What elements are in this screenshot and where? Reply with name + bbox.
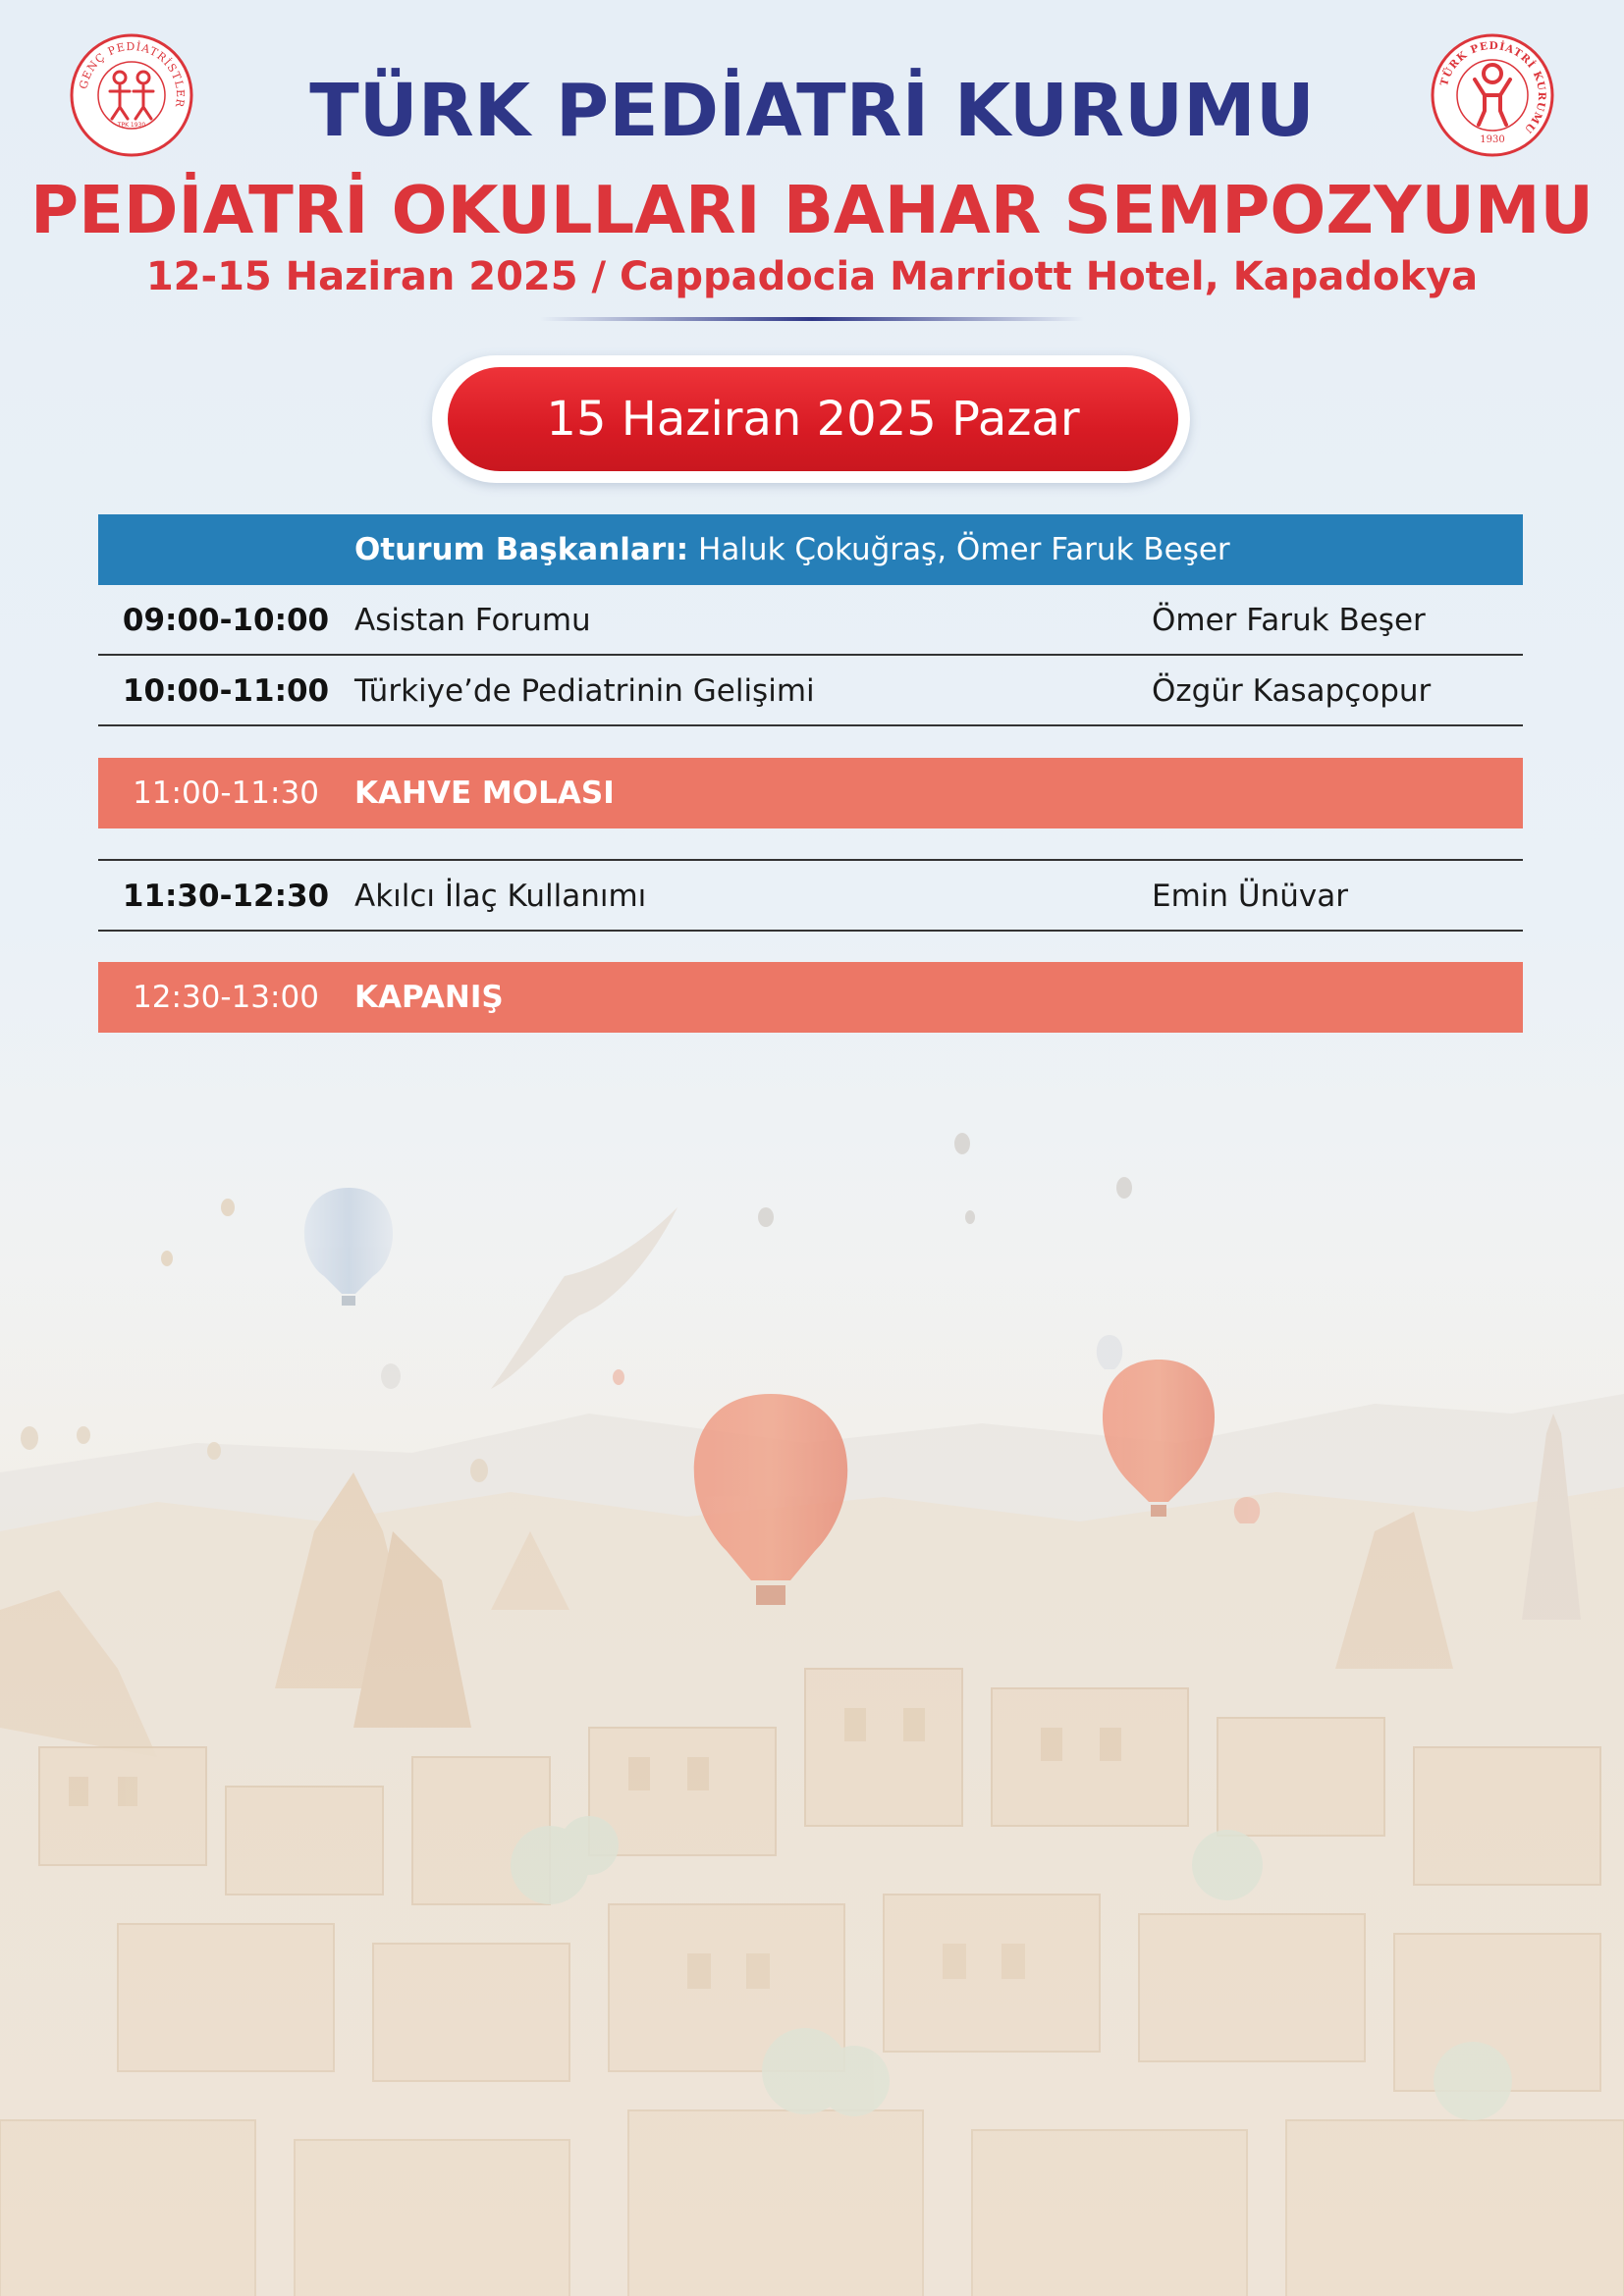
break-label: KAHVE MOLASI bbox=[354, 775, 615, 811]
table-row bbox=[98, 656, 1523, 726]
break-time: 11:00-11:30 bbox=[133, 775, 319, 811]
event-date-venue: 12-15 Haziran 2025 / Cappadocia Marriott Hotel, Kapadokya bbox=[145, 254, 1479, 299]
svg-text:1930: 1930 bbox=[1480, 134, 1505, 145]
break-time: 12:30-13:00 bbox=[133, 980, 319, 1015]
break-label: KAPANIŞ bbox=[354, 980, 504, 1015]
event-title: PEDİATRİ OKULLARI BAHAR SEMPOZYUMU bbox=[30, 172, 1594, 248]
svg-text:GENÇ PEDİATRİSTLER: GENÇ PEDİATRİSTLER bbox=[77, 39, 188, 109]
session-speaker: Özgür Kasapçopur bbox=[1152, 673, 1432, 709]
organization-title: TÜRK PEDİATRİ KURUMU bbox=[309, 69, 1315, 153]
session-topic: Akılcı İlaç Kullanımı bbox=[354, 879, 647, 914]
session-time: 09:00-10:00 bbox=[122, 603, 330, 638]
session-chairs-names: Haluk Çokuğraş, Ömer Faruk Beşer bbox=[688, 532, 1230, 567]
svg-text:TPK 1930: TPK 1930 bbox=[117, 122, 146, 129]
coffee-break-row bbox=[98, 758, 1523, 828]
closing-row bbox=[98, 962, 1523, 1033]
session-speaker: Ömer Faruk Beşer bbox=[1152, 603, 1426, 638]
day-date-label: 15 Haziran 2025 Pazar bbox=[448, 367, 1178, 471]
session-time: 11:30-12:30 bbox=[122, 879, 330, 914]
session-topic: Türkiye’de Pediatrinin Gelişimi bbox=[354, 673, 815, 709]
session-chairs bbox=[354, 514, 1230, 585]
session-speaker: Emin Ünüvar bbox=[1152, 879, 1348, 914]
title-divider bbox=[540, 317, 1084, 321]
session-chairs-row bbox=[98, 514, 1523, 585]
svg-text:TÜRK PEDİATRİ KURUMU: TÜRK PEDİATRİ KURUMU bbox=[1437, 39, 1548, 136]
session-time: 10:00-11:00 bbox=[122, 673, 330, 709]
table-row bbox=[98, 585, 1523, 656]
session-topic: Asistan Forumu bbox=[354, 603, 591, 638]
table-row bbox=[98, 861, 1523, 932]
session-chairs-label: Oturum Başkanları: bbox=[354, 532, 689, 567]
